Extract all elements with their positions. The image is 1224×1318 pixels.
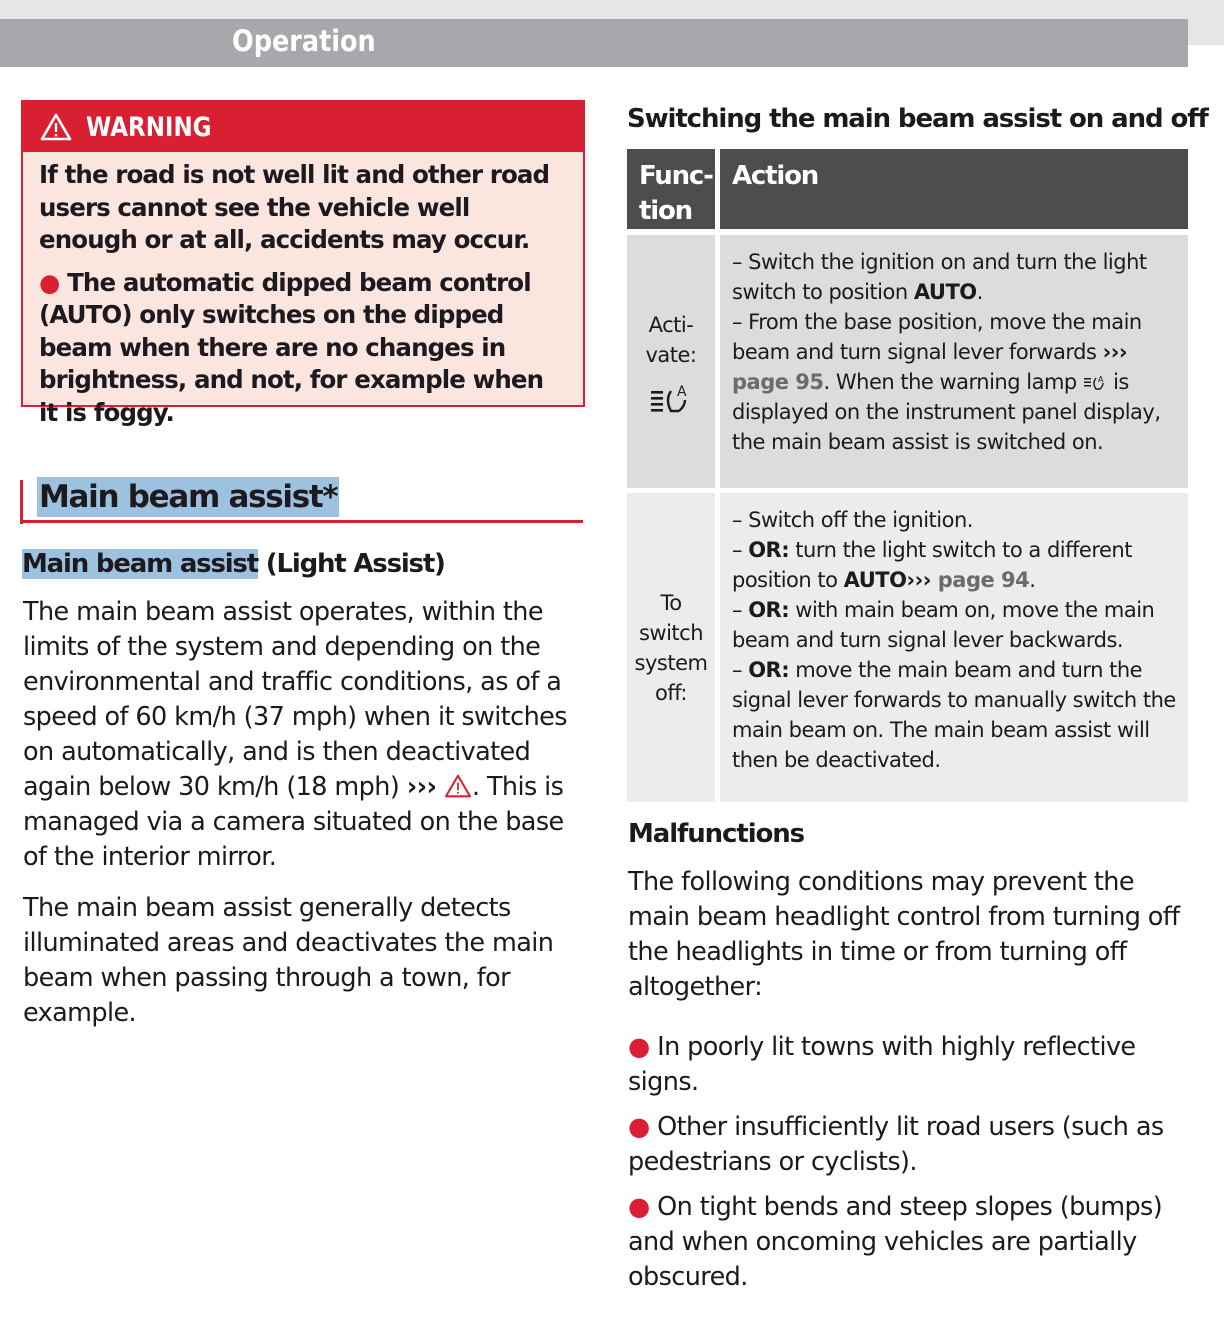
warning-box (21, 100, 585, 427)
main-beam-assist-icon (649, 382, 693, 414)
section-rule-vertical (20, 480, 23, 524)
cross-ref-arrows[interactable]: ››› (406, 772, 437, 802)
subsection-title: Main beam assist (Light Assist) (22, 549, 445, 579)
column-header-action: Action (720, 149, 1188, 229)
column-header-function: Func- tion (627, 149, 720, 229)
malfunctions-list (628, 1030, 1198, 1305)
function-cell: Acti- vate: A (627, 229, 720, 488)
chapter-title: Operation (232, 24, 376, 58)
function-cell: To switch system off: (627, 488, 720, 802)
auto-label: AUTO (49, 300, 122, 329)
page-link[interactable]: page 94 (930, 568, 1030, 592)
svg-text:A: A (677, 383, 687, 400)
warning-ref-icon[interactable] (444, 774, 472, 798)
body-paragraph-2: The main beam assist generally detects illuminated areas and deactivates the main beam when passing through a town, for example. (23, 893, 554, 1028)
section-title: Main beam assist* (39, 479, 338, 515)
warning-text: If the road is not well lit and other road users cannot see the vehicle well enough or at all, accidents may occur. (39, 160, 550, 254)
chapter-header-bar (0, 19, 1188, 67)
bullet-icon: ● (628, 1032, 650, 1062)
switching-title: Switching the main beam assist on and off (627, 104, 1208, 134)
malfunctions-title: Malfunctions (628, 819, 805, 849)
action-cell: – Switch off the ignition. – OR: turn the light switch to a different position to AUTO››› page 94. – OR: with main beam on, move the main beam and turn signal lever backwards. – OR: move the main beam and turn the signal lever forwards to manually switch the main beam on. The main beam assist will then be deactivated. (720, 488, 1188, 802)
list-item: ● On tight bends and steep slopes (bumps) and when oncoming vehicles are partially obscured. (628, 1192, 1163, 1292)
bullet-icon: ● (628, 1112, 650, 1142)
body-paragraph-1: The main beam assist operates, within the limits of the system and depending on the environmental and traffic conditions, as of a speed of 60 km/h (37 mph) when it switches on automatically, and is then deactivated again below 30 km/h (18 mph) ››› . This is managed via a camera situated on the base of the interior mirror. (23, 597, 567, 872)
warning-body (23, 152, 583, 429)
table-row-switch-off (627, 488, 1188, 802)
warning-bullet: ● The automatic dipped beam control (AUTO) only switches on the dipped beam when there are no changes in brightness, and not, for example when it is foggy. (39, 267, 544, 427)
action-cell: – Switch the ignition on and turn the light switch to position AUTO. – From the base position, move the main beam and turn signal lever forwards ››› page 95. When the warning lamp A is displayed on the instrument panel display, the main beam assist is switched on. (720, 229, 1188, 488)
cross-ref-arrows[interactable]: ››› (1102, 340, 1128, 364)
table-row-activate (627, 229, 1188, 488)
svg-text:A: A (1097, 375, 1103, 384)
bullet-icon: ● (628, 1192, 650, 1222)
list-item: ● In poorly lit towns with highly reflective signs. (628, 1032, 1136, 1097)
page-link[interactable]: page 95 (732, 370, 824, 394)
bullet-icon: ● (39, 267, 60, 297)
list-item: ● Other insufficiently lit road users (such as pedestrians or cyclists). (628, 1112, 1164, 1177)
warning-header (23, 102, 583, 152)
operation-table (627, 149, 1188, 802)
section-rule-horizontal (20, 520, 583, 523)
main-beam-assist-lamp-icon (1083, 373, 1107, 391)
warning-triangle-icon (40, 113, 72, 141)
cross-ref-arrows[interactable]: ››› (906, 568, 931, 592)
warning-label: WARNING (86, 111, 212, 143)
malfunctions-intro: The following conditions may prevent the main beam headlight control from turning off the headlights in time or from turning off altogether: (628, 867, 1180, 1002)
